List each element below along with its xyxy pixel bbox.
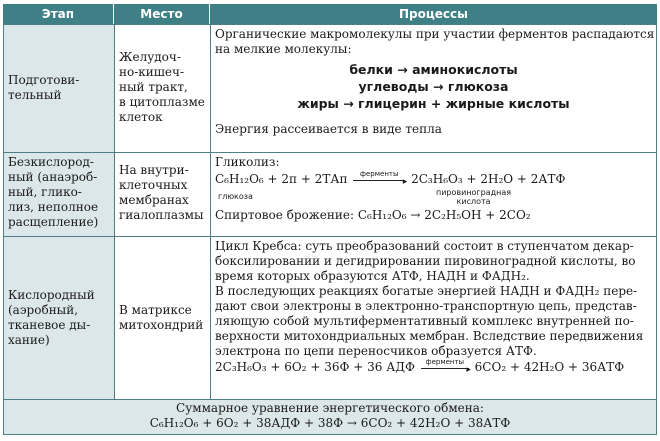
stage-text: Подготови- xyxy=(8,73,80,87)
caption-pyruvic: пировиноградная кислота xyxy=(436,188,512,206)
equation-right: 6CO₂ + 42H₂O + 36АТФ xyxy=(474,360,625,374)
place-text: гиалоплазмы xyxy=(119,208,204,222)
grid-line xyxy=(3,24,4,435)
stage-text: (аэробный, xyxy=(8,302,79,317)
stage-text: хание) xyxy=(8,332,50,347)
process-krebs xyxy=(210,236,657,399)
process-text: боксилировании и дегидрировании пировиноградной кислоты, во xyxy=(215,254,636,268)
place-mitochondria xyxy=(114,236,210,399)
summary-title: Суммарное уравнение энергетического обмена: xyxy=(176,401,484,415)
enzyme-label: ферменты xyxy=(360,170,399,178)
process-text: верхности митохондриальных мембран. Вследствие передвижения xyxy=(215,329,644,343)
equation-right: 2C₃H₆O₃ + 2H₂O + 2АТФ xyxy=(411,172,566,186)
header-place: Место xyxy=(114,4,210,24)
arrow-head-icon: ▸ xyxy=(466,365,471,375)
arrow-line xyxy=(353,180,405,181)
grid-line xyxy=(656,24,657,435)
summary-row xyxy=(3,399,657,434)
stage-text: тельный xyxy=(8,88,62,102)
aerobic-equation xyxy=(215,360,652,377)
enzyme-arrow xyxy=(419,360,471,377)
place-text: в цитоплазме xyxy=(119,95,205,109)
header-stage: Этап xyxy=(3,4,114,24)
reaction-fats: жиры → глицерин + жирные кислоты xyxy=(297,96,570,111)
reaction-proteins: белки → аминокислоты xyxy=(349,62,518,77)
place-text: клеточных xyxy=(119,178,188,192)
equation-left: 2C₃H₆O₃ + 6O₂ + 36Ф + 36 АДФ xyxy=(215,360,416,374)
energy-metabolism-table xyxy=(3,4,657,434)
process-text: на мелкие молекулы: xyxy=(215,42,352,56)
fermentation-equation: Спиртовое брожение: C₆H₁₂O₆ → 2C₂H₅OH + 2CO₂ xyxy=(215,208,531,222)
process-text: Цикл Кребса: суть преобразований состоит в ступенчатом декар- xyxy=(215,239,634,253)
grid-line xyxy=(3,399,657,400)
place-text: митохондрий xyxy=(119,317,204,332)
glycolysis-equation xyxy=(215,172,652,189)
process-text: Энергия рассеивается в виде тепла xyxy=(215,122,442,136)
equation-captions xyxy=(215,189,652,205)
stage-text: тканевое ды- xyxy=(8,317,91,332)
place-text: но-кишеч- xyxy=(119,65,185,79)
caption-glucose: глюкоза xyxy=(218,192,253,201)
arrow-line xyxy=(421,368,469,369)
process-preparatory xyxy=(210,24,657,152)
place-text: мембранах xyxy=(119,193,189,207)
summary-equation: C₆H₁₂O₆ + 6O₂ + 38АДФ + 38Ф → 6CO₂ + 42H₂O + 38АТФ xyxy=(149,416,511,430)
stage-text: расщепление) xyxy=(8,215,99,229)
stage-aerobic xyxy=(3,236,114,399)
process-text: электрона по цепи переносчиков образуется АТФ. xyxy=(215,344,537,358)
place-hyaloplasm xyxy=(114,152,210,236)
process-text: ляющую собой мультиферментативный комплекс внутренней по- xyxy=(215,314,634,328)
place-text: клеток xyxy=(119,110,163,124)
stage-text: Безкислород- xyxy=(8,155,94,169)
stage-text: ный (анаэроб- xyxy=(8,170,98,184)
reaction-carbohydrates: углеводы → глюкоза xyxy=(358,79,509,94)
stage-anaerobic xyxy=(3,152,114,236)
grid-line xyxy=(3,434,657,435)
stage-preparatory xyxy=(3,24,114,152)
process-text: В последующих реакциях богатые энергией НАДН и ФАДН₂ пере- xyxy=(215,284,638,298)
grid-line xyxy=(3,152,657,153)
glycolysis-title: Гликолиз: xyxy=(215,155,280,169)
stage-text: Кислородный xyxy=(8,287,95,302)
place-text: В матриксе xyxy=(119,302,192,317)
process-glycolysis xyxy=(210,152,657,236)
place-gi-tract xyxy=(114,24,210,152)
enzyme-label: ферменты xyxy=(425,358,465,366)
grid-line xyxy=(3,24,657,25)
stage-text: ный, глико- xyxy=(8,185,82,199)
place-text: Желудоч- xyxy=(119,50,181,64)
arrow-head-icon: ▸ xyxy=(402,177,408,187)
process-text: Органические макромолекулы при участии ферментов распадаются xyxy=(215,27,655,41)
stage-text: лиз, неполное xyxy=(8,200,99,214)
enzyme-arrow xyxy=(351,172,407,189)
header-processes: Процессы xyxy=(210,4,657,24)
place-text: На внутри- xyxy=(119,163,189,177)
grid-line xyxy=(3,236,657,237)
place-text: ный тракт, xyxy=(119,80,188,94)
grid-line xyxy=(210,24,211,399)
process-text: дают свои электроны в электронно-транспортную цепь, представ- xyxy=(215,299,637,313)
grid-line xyxy=(114,24,115,399)
equation-left: C₆H₁₂O₆ + 2п + 2ТАп xyxy=(215,172,348,186)
process-text: время которых образуются АТФ, НАДН и ФАДН₂. xyxy=(215,269,530,283)
